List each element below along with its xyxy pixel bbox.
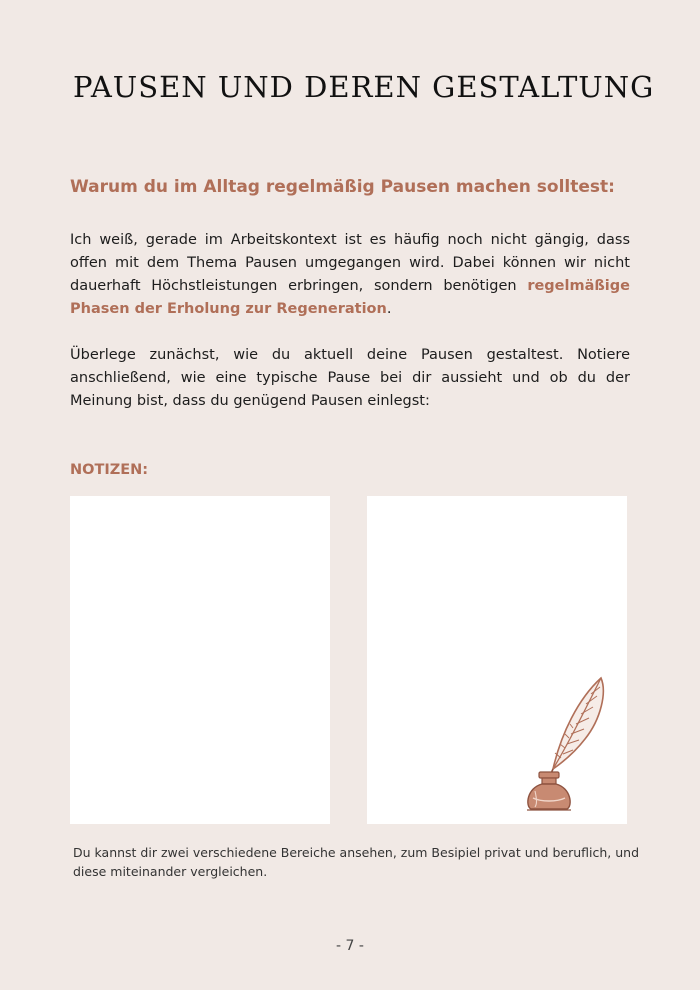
- section-heading: Warum du im Alltag regelmäßig Pausen machen solltest:: [70, 177, 615, 197]
- highlight-text: regelmäßige Phasen der Erholung zur Regeneration: [70, 278, 630, 317]
- notes-box-left[interactable]: [70, 496, 330, 824]
- page-title: PAUSEN UND DEREN GESTALTUNG: [73, 70, 655, 104]
- instruction-paragraph: Überlege zunächst, wie du aktuell deine Pausen gestaltest. Notiere anschließend, wie eine typische Pause bei dir aussieht und ob du der Meinung bist, dass du genügend Pausen einlegst:: [70, 347, 630, 409]
- intro-text: Ich weiß, gerade im Arbeitskontext ist es häufig noch nicht gängig, dass offen mit dem Thema Pausen umgegangen wird. Dabei können wir nicht dauerhaft Höchstleistungen erbringen, sondern benötigen: [70, 232, 630, 294]
- quill-inkwell-icon: [523, 674, 613, 814]
- notes-box-right[interactable]: [367, 496, 627, 824]
- footnote-text: Du kannst dir zwei verschiedene Bereiche ansehen, zum Besipiel privat und beruflich, und diese miteinander vergleichen.: [73, 845, 640, 879]
- intro-end: .: [386, 301, 392, 317]
- page-number: - 7 -: [336, 938, 364, 954]
- intro-paragraph: [70, 229, 630, 321]
- notes-label: NOTIZEN:: [70, 462, 149, 478]
